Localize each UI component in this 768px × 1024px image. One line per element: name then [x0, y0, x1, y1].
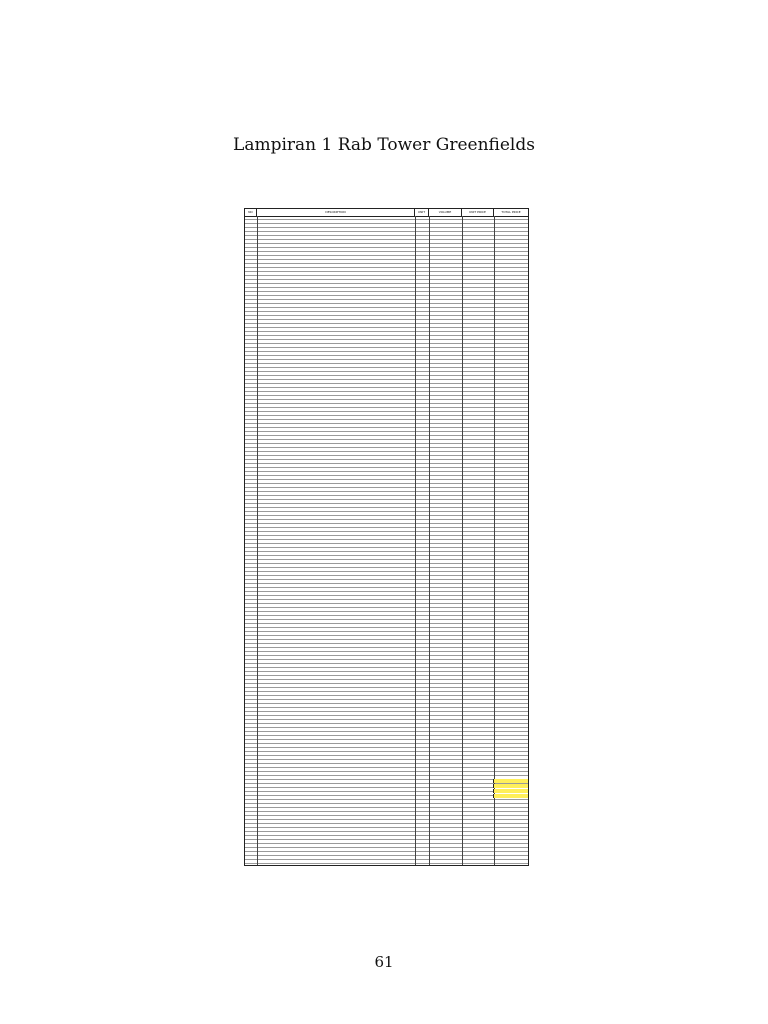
- column-divider: [415, 216, 416, 865]
- header-volume: VOLUME: [429, 209, 462, 216]
- header-total-price: TOTAL PRICE: [501, 210, 521, 214]
- column-divider: [429, 216, 430, 865]
- highlighted-cell: [493, 784, 528, 788]
- header-unit-price: UNIT PRICE: [462, 209, 494, 216]
- table-rows: [245, 216, 528, 865]
- column-divider: [494, 216, 495, 865]
- page-title: Lampiran 1 Rab Tower Greenfields: [233, 135, 535, 155]
- header-no: NO: [245, 209, 257, 216]
- highlighted-cell: [493, 794, 528, 798]
- header-unit: UNIT: [415, 209, 429, 216]
- rab-table: [244, 208, 529, 866]
- header-description: DESCRIPTION: [257, 209, 415, 216]
- highlighted-cell: [493, 789, 528, 793]
- column-divider: [257, 216, 258, 865]
- highlighted-cell: [493, 779, 528, 783]
- column-divider: [462, 216, 463, 865]
- page-number: 61: [374, 953, 394, 971]
